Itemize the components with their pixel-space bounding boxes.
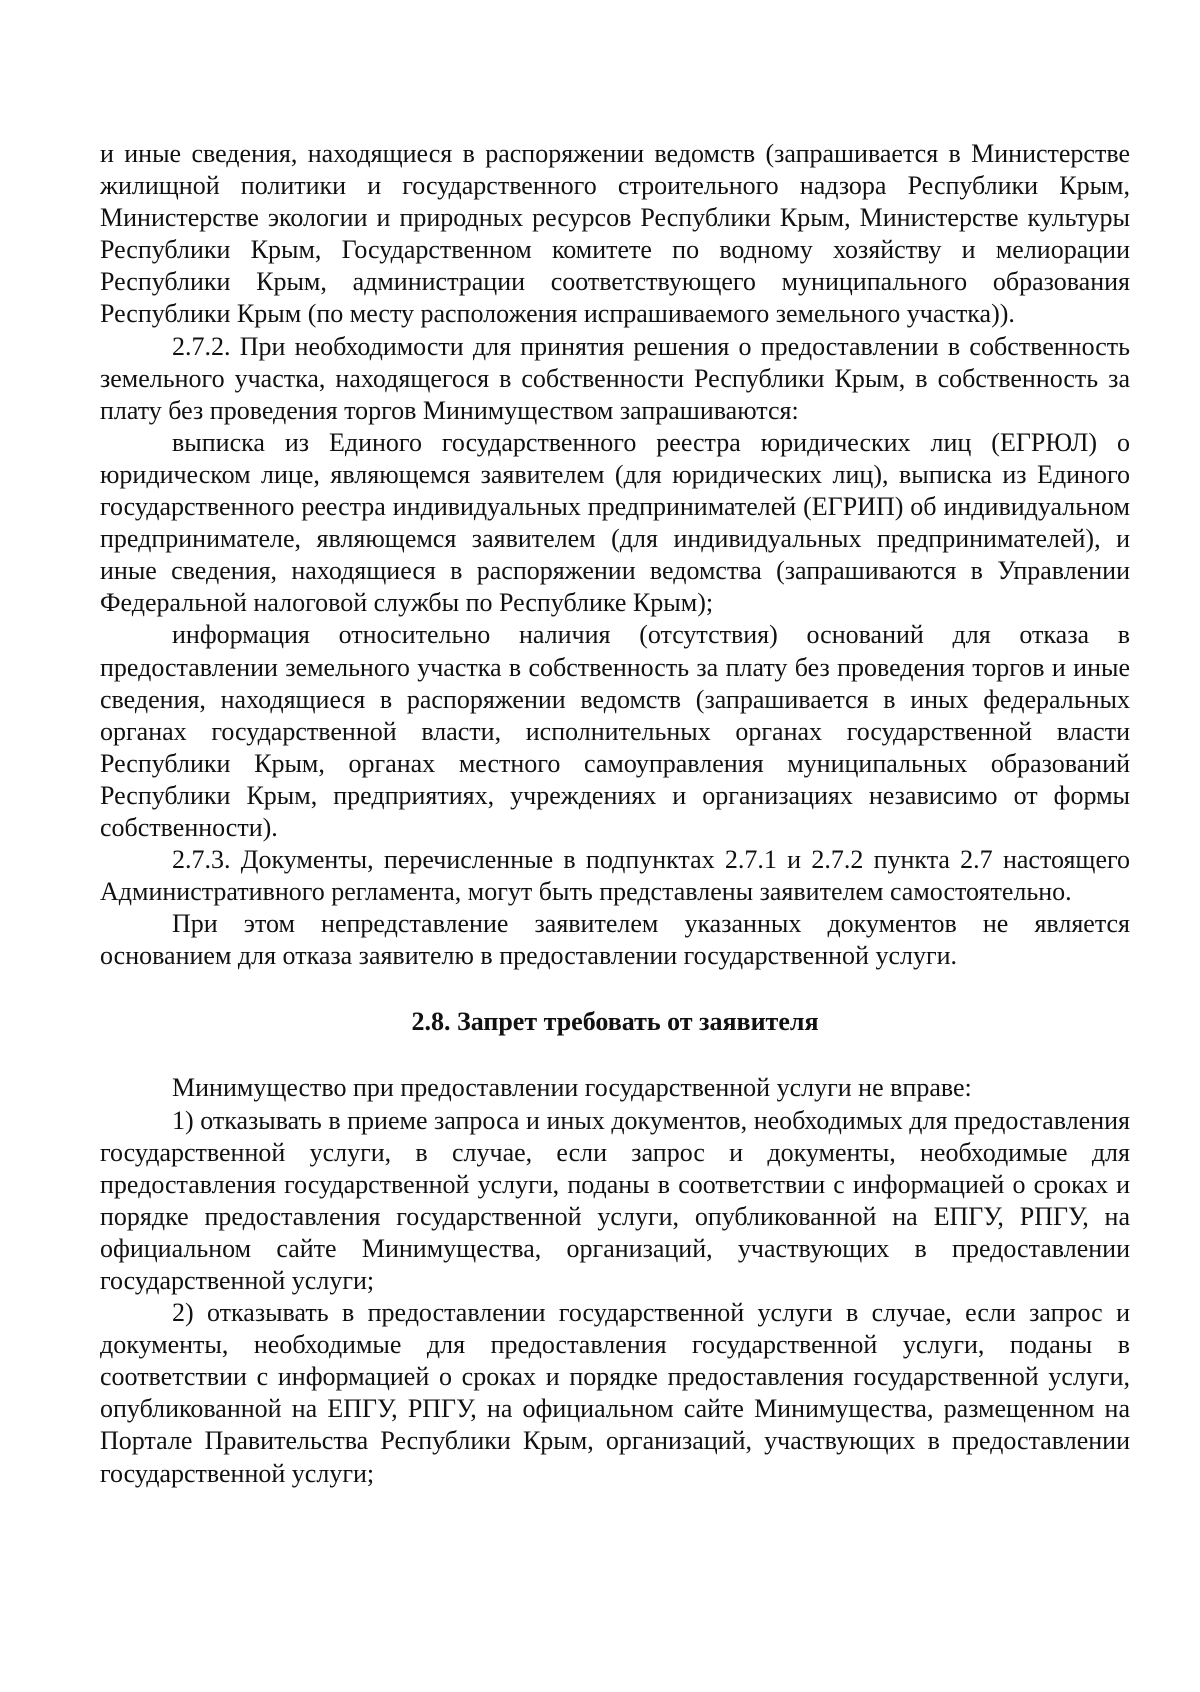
paragraph-refusal-grounds-info: информация относительно наличия (отсутствия) оснований для отказа в предоставлении земельного участка в собственность за плату без проведения торгов и иные сведения, находящиеся в распоряжении ведомств (запрашивается в иных федеральных органах государственной власти, исполнительных органах государственной власти Республики Крым, органах местного самоуправления муниципальных образований Республики Крым, предприятиях, учреждениях и организациях независимо от формы собственности). (100, 620, 1130, 842)
paragraph-continuation: и иные сведения, находящиеся в распоряжении ведомств (запрашивается в Министерстве жилищной политики и государственного строительного надзора Республики Крым, Министерстве экологии и природных ресурсов Республики Крым, Министерстве культуры Республики Крым, Государственном комитете по водному хозяйству и мелиорации Республики Крым, администрации соответствующего муниципального образования Республики Крым (по месту расположения испрашиваемого земельного участка)). (100, 139, 1130, 329)
list-item-2: 2) отказывать в предоставлении государственной услуги в случае, если запрос и документы, необходимые для предоставления государственной услуги, поданы в соответствии с информацией о сроках и порядке предоставления государственной услуги, опубликованной на ЕПГУ, РПГУ, на официальном сайте Минимущества, размещенном на Портале Правительства Республики Крым, организаций, участвующих в предоставлении государственной услуги; (100, 1298, 1130, 1488)
paragraph-intro: Минимущество при предоставлении государственной услуги не вправе: (172, 1073, 972, 1103)
paragraph-2-7-2: 2.7.2. При необходимости для принятия решения о предоставлении в собственность земельного участка, находящегося в собственности Республики Крым, в собственность за плату без проведения торгов Минимуществом запрашиваются: (100, 331, 1130, 425)
section-heading-2-8: 2.8. Запрет требовать от заявителя (411, 1007, 819, 1037)
paragraph-2-7-3: 2.7.3. Документы, перечисленные в подпунктах 2.7.1 и 2.7.2 пункта 2.7 настоящего Административного регламента, могут быть представлены заявителем самостоятельно. (100, 845, 1130, 907)
paragraph-egrul-extract: выписка из Единого государственного реестра юридических лиц (ЕГРЮЛ) о юридическом лице, являющемся заявителем (для юридических лиц), выписка из Единого государственного реестра индивидуальных предпринимателей (ЕГРИП) об индивидуальном предпринимателе, являющемся заявителем (для индивидуальных предпринимателей), и иные сведения, находящиеся в распоряжении ведомства (запрашиваются в Управлении Федеральной налоговой службы по Республике Крым); (100, 427, 1130, 618)
document-page (100, 138, 1130, 1490)
list-item-1: 1) отказывать в приеме запроса и иных документов, необходимых для предоставления государственной услуги, в случае, если запрос и документы, необходимые для предоставления государственной услуги, поданы в соответствии с информацией о сроках и порядке предоставления государственной услуги, опубликованной на ЕПГУ, РПГУ, на официальном сайте Минимущества, организаций, участвующих в предоставлении государственной услуги; (100, 1105, 1130, 1295)
paragraph-non-submission: При этом непредставление заявителем указанных документов не является основанием для отказа заявителю в предоставлении государственной услуги. (100, 909, 1130, 971)
